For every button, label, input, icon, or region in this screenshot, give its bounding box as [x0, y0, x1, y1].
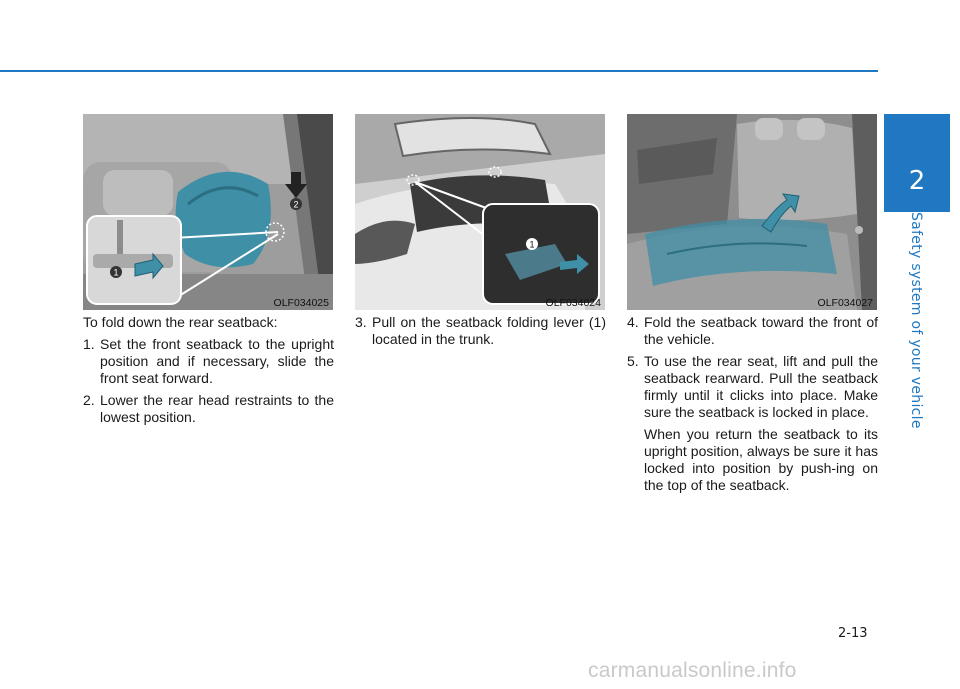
figure-trunk-lever: [355, 114, 605, 310]
top-rule: [0, 70, 878, 72]
section-number: 2: [908, 166, 926, 196]
step-text: Pull on the seatback folding lever (1) located in the trunk.: [372, 314, 606, 347]
figure-fold-seatback: [627, 114, 877, 310]
figure-head-restraint: [83, 114, 333, 310]
watermark-text: carmanualsonline.info: [588, 659, 797, 682]
step-text: Set the front seatback to the upright position and if necessary, slide the front seat forward.: [100, 336, 334, 386]
figure-code: OLF034027: [817, 297, 873, 309]
figure-callout: 1: [529, 239, 535, 250]
step-text: To use the rear seat, lift and pull the seatback rearward. Pull the seatback firmly until it clicks into place. Make sure the seatback is locked in place.: [644, 353, 878, 420]
step-number: 2.: [83, 392, 95, 408]
column-3: [627, 314, 878, 494]
column-1: [83, 314, 334, 431]
step-number: 5.: [627, 353, 639, 369]
trunk-lever-illustration: [355, 114, 605, 310]
note-text: When you return the seatback to its upright position, always be sure it has locked into position by push-ing on the top of the seatback.: [644, 426, 878, 493]
column-2: [355, 314, 606, 353]
fold-seatback-illustration: [627, 114, 877, 310]
figure-callout: 1: [113, 267, 119, 278]
list-item: [83, 392, 334, 426]
step-number: 1.: [83, 336, 95, 352]
list-item: [355, 314, 606, 348]
list-item: [83, 336, 334, 387]
list-item: [627, 314, 878, 348]
list-item: [627, 353, 878, 421]
step-number: 4.: [627, 314, 639, 330]
page-number: 2-13: [838, 626, 868, 641]
head-restraint-illustration: [83, 114, 333, 310]
step-text: Fold the seatback toward the front of the vehicle.: [644, 314, 878, 347]
figure-callout: 2: [293, 199, 299, 210]
step-text: Lower the rear head restraints to the lowest position.: [100, 392, 334, 425]
figure-code: OLF034025: [273, 297, 329, 309]
intro-text: To fold down the rear seatback:: [83, 314, 278, 330]
section-title: Safety system of your vehicle: [908, 212, 924, 429]
section-tab: [884, 114, 950, 212]
step-number: 3.: [355, 314, 367, 330]
figure-code: OLF034024: [545, 297, 601, 309]
